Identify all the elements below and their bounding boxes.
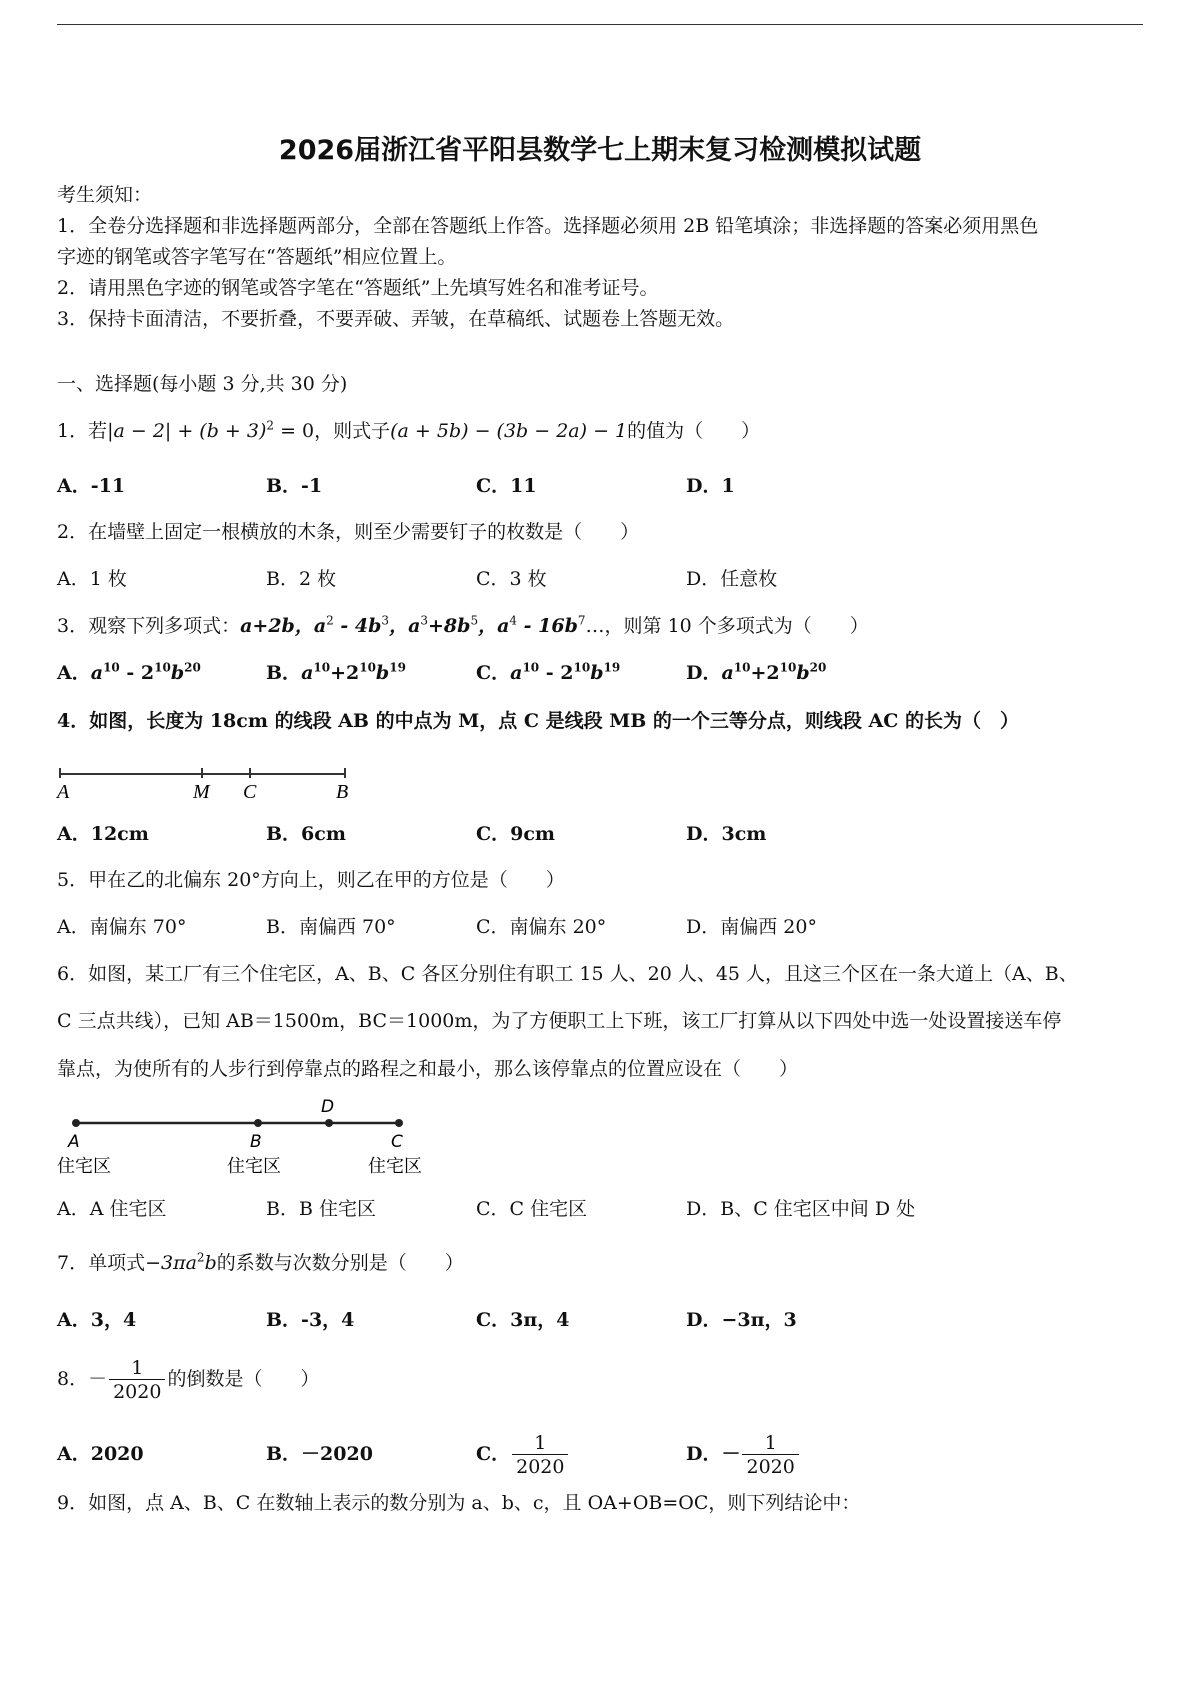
q1-option-a[interactable]: A．-11 [57, 475, 126, 497]
notice-heading: 考生须知： [57, 184, 153, 206]
q3-b-p: b [375, 662, 390, 684]
point-b [254, 1119, 262, 1127]
label-b: B [336, 781, 349, 803]
q1-suffix: 的值为（ ） [627, 420, 761, 442]
q3-b-s: 10 [313, 660, 331, 675]
q8-d-label: D．－ [686, 1443, 741, 1465]
q1-option-b[interactable]: B．-1 [266, 475, 323, 497]
q4-option-d[interactable]: D．3cm [686, 823, 767, 845]
q3-option-d[interactable] [686, 661, 826, 685]
notice-item-3: 3．保持卡面清洁，不要折叠，不要弄破、弄皱，在草稿纸、试题卷上答题无效。 [57, 308, 735, 330]
q8-suffix: 的倒数是（ ） [167, 1368, 320, 1390]
q6-option-c[interactable]: C．C 住宅区 [476, 1198, 588, 1220]
q2-option-b[interactable]: B．2 枚 [266, 568, 337, 590]
question-9: 9．如图，点 A、B、C 在数轴上表示的数分别为 a、b、c，且 OA+OB=OC，则下列结论中： [57, 1492, 861, 1514]
q3-b-p: a [301, 662, 314, 684]
caption-a: 住宅区 [57, 1156, 111, 1177]
q3-option-c[interactable] [476, 661, 620, 685]
q1-expr1: |a − 2| + (b + 3) [107, 420, 267, 442]
q6-option-d[interactable]: D．B、C 住宅区中间 D 处 [686, 1198, 916, 1220]
q6-option-a[interactable]: A．A 住宅区 [57, 1198, 167, 1220]
q5-option-d[interactable]: D．南偏西 20° [686, 916, 817, 938]
q8-d-fraction [742, 1432, 798, 1479]
page-title: 2026届浙江省平阳县数学七上期末复习检测模拟试题 [278, 135, 922, 166]
q3-part: a+2b，a [240, 615, 327, 637]
q3-option-a[interactable] [57, 661, 201, 685]
q3-c-s: 10 [573, 660, 591, 675]
q3-d-s: 20 [809, 660, 827, 675]
q4-option-c[interactable]: C．9cm [476, 823, 556, 845]
label-a: A [57, 781, 70, 803]
question-1 [57, 419, 760, 443]
q3-d-s: 10 [779, 660, 797, 675]
q3-a-s: 20 [184, 660, 201, 675]
q6-option-b[interactable]: B．B 住宅区 [266, 1198, 376, 1220]
q8-option-a[interactable]: A．2020 [57, 1443, 144, 1465]
q8-option-d[interactable] [686, 1426, 801, 1482]
q7-sup: 2 [196, 1250, 205, 1265]
q1-sup1: 2 [266, 418, 275, 433]
q7-option-b[interactable]: B．-3，4 [266, 1309, 355, 1331]
q8-option-b[interactable]: B．－2020 [266, 1443, 373, 1465]
q3-b-s: 19 [389, 660, 406, 675]
q8-c-den: 2020 [512, 1454, 568, 1479]
label-m: M [193, 781, 210, 803]
q8-fraction [109, 1357, 165, 1404]
q3-c-label: C． [476, 662, 511, 684]
question-6-line-1: 6．如图，某工厂有三个住宅区，A、B、C 各区分别住有职工 15 人、20 人、45 人，且这三个区在一条大道上（A、B、 [57, 963, 1078, 985]
q7-expr: −3πa [145, 1252, 197, 1274]
q1-option-d[interactable]: D．1 [686, 475, 735, 497]
q3-a-s: 10 [154, 660, 171, 675]
q3-part: - 4b [333, 615, 382, 637]
q3-a-p: a [90, 662, 104, 684]
q3-c-p: b [590, 662, 604, 684]
q3-b-s: 10 [359, 660, 376, 675]
q8-d-den: 2020 [742, 1454, 798, 1479]
q5-option-c[interactable]: C．南偏东 20° [476, 916, 607, 938]
residential-figure [55, 1096, 445, 1178]
header-rule [57, 24, 1143, 25]
question-7 [57, 1251, 464, 1275]
q3-sup: 4 [509, 613, 518, 628]
q3-b-label: B． [266, 662, 302, 684]
q3-d-label: D． [686, 662, 722, 684]
q3-part: …，则第 10 个多项式为（ ） [585, 615, 869, 637]
notice-item-2: 2．请用黑色字迹的钢笔或答字笔在“答题纸”上先填写姓名和准考证号。 [57, 277, 659, 299]
q7-option-c[interactable]: C．3π，4 [476, 1309, 570, 1331]
q3-sup: 5 [470, 613, 479, 628]
question-3 [57, 614, 869, 638]
q7-expr-tail: b [204, 1252, 217, 1274]
question-2: 2．在墙壁上固定一根横放的木条，则至少需要钉子的枚数是（ ） [57, 521, 640, 543]
label-c: C [391, 1132, 403, 1152]
q1-expr1-tail: = 0 [274, 420, 315, 442]
q3-b-p: +2 [330, 662, 360, 684]
notice-item-1: 1．全卷分选择题和非选择题两部分，全部在答题纸上作答。选择题必须用 2B 铅笔填涂；非选择题的答案必须用黑色 [57, 215, 1039, 237]
q4-option-a[interactable]: A．12cm [57, 823, 149, 845]
q8-c-num: 1 [534, 1431, 547, 1454]
q1-option-c[interactable]: C．11 [476, 475, 537, 497]
q2-option-d[interactable]: D．任意枚 [686, 568, 778, 590]
q1-expr2: (a + 5b) − (3b − 2a) − 1 [390, 420, 628, 442]
q2-option-a[interactable]: A．1 枚 [57, 568, 127, 590]
q3-part: 3．观察下列多项式： [57, 615, 241, 637]
q3-a-s: 10 [103, 660, 120, 675]
q3-a-label: A． [57, 662, 91, 684]
q3-sup: 7 [577, 613, 586, 628]
point-d [325, 1119, 333, 1127]
section-heading: 一、选择题(每小题 3 分,共 30 分) [57, 373, 348, 395]
caption-c: 住宅区 [368, 1156, 422, 1177]
label-d: D [321, 1097, 335, 1117]
q7-suffix: 的系数与次数分别是（ ） [216, 1252, 464, 1274]
q5-option-a[interactable]: A．南偏东 70° [57, 916, 187, 938]
q3-d-p: +2 [750, 662, 780, 684]
q8-d-num: 1 [764, 1431, 777, 1454]
q3-part: ，a [478, 615, 510, 637]
segment-figure [55, 762, 355, 804]
q3-a-p: - 2 [119, 662, 155, 684]
q3-c-s: 19 [603, 660, 621, 675]
q3-a-p: b [170, 662, 185, 684]
point-c [395, 1119, 403, 1127]
q3-sup: 3 [420, 613, 429, 628]
q8-c-label: C． [476, 1443, 511, 1465]
q3-sup: 3 [381, 613, 390, 628]
label-b: B [250, 1132, 262, 1152]
q8-prefix: 8．－ [57, 1368, 108, 1390]
question-5: 5．甲在乙的北偏东 20°方向上，则乙在甲的方位是（ ） [57, 869, 565, 891]
q7-option-a[interactable]: A．3，4 [57, 1309, 137, 1331]
q4-option-b[interactable]: B．6cm [266, 823, 346, 845]
label-c: C [243, 781, 257, 803]
q3-c-p: a [510, 662, 523, 684]
q5-option-b[interactable]: B．南偏西 70° [266, 916, 396, 938]
q7-prefix: 7．单项式 [57, 1252, 146, 1274]
q8-numerator: 1 [131, 1356, 144, 1379]
q3-part: ，a [389, 615, 421, 637]
q3-d-s: 10 [733, 660, 751, 675]
notice-item-1-cont: 字迹的钢笔或答字笔写在“答题纸”相应位置上。 [57, 246, 457, 268]
q8-c-fraction [512, 1432, 568, 1479]
point-a [72, 1119, 80, 1127]
q1-prefix: 1．若 [57, 420, 108, 442]
q3-part: - 16b [517, 615, 578, 637]
q1-mid: ，则式子 [314, 420, 391, 442]
question-4: 4．如图，长度为 18cm 的线段 AB 的中点为 M，点 C 是线段 MB 的一个三等分点，则线段 AC 的长为（ ） [57, 710, 1020, 732]
question-6-line-2: C 三点共线），已知 AB＝1500m，BC＝1000m，为了方便职工上下班，该工厂打算从以下四处中选一处设置接送车停 [57, 1010, 1062, 1032]
q3-part: +8b [428, 615, 471, 637]
q7-option-d[interactable]: D．−3π，3 [686, 1309, 797, 1331]
q3-d-p: a [721, 662, 734, 684]
q2-option-c[interactable]: C．3 枚 [476, 568, 547, 590]
q3-option-b[interactable] [266, 661, 406, 685]
q3-c-s: 10 [522, 660, 540, 675]
question-8 [57, 1351, 319, 1407]
q8-option-c[interactable] [476, 1426, 570, 1482]
q3-d-p: b [796, 662, 810, 684]
q3-c-p: - 2 [539, 662, 574, 684]
q3-sup: 2 [326, 613, 334, 628]
q8-denominator: 2020 [109, 1379, 165, 1404]
caption-b: 住宅区 [227, 1156, 281, 1177]
label-a: A [68, 1132, 80, 1152]
question-6-line-3: 靠点，为使所有的人步行到停靠点的路程之和最小，那么该停靠点的位置应设在（ ） [57, 1058, 799, 1080]
